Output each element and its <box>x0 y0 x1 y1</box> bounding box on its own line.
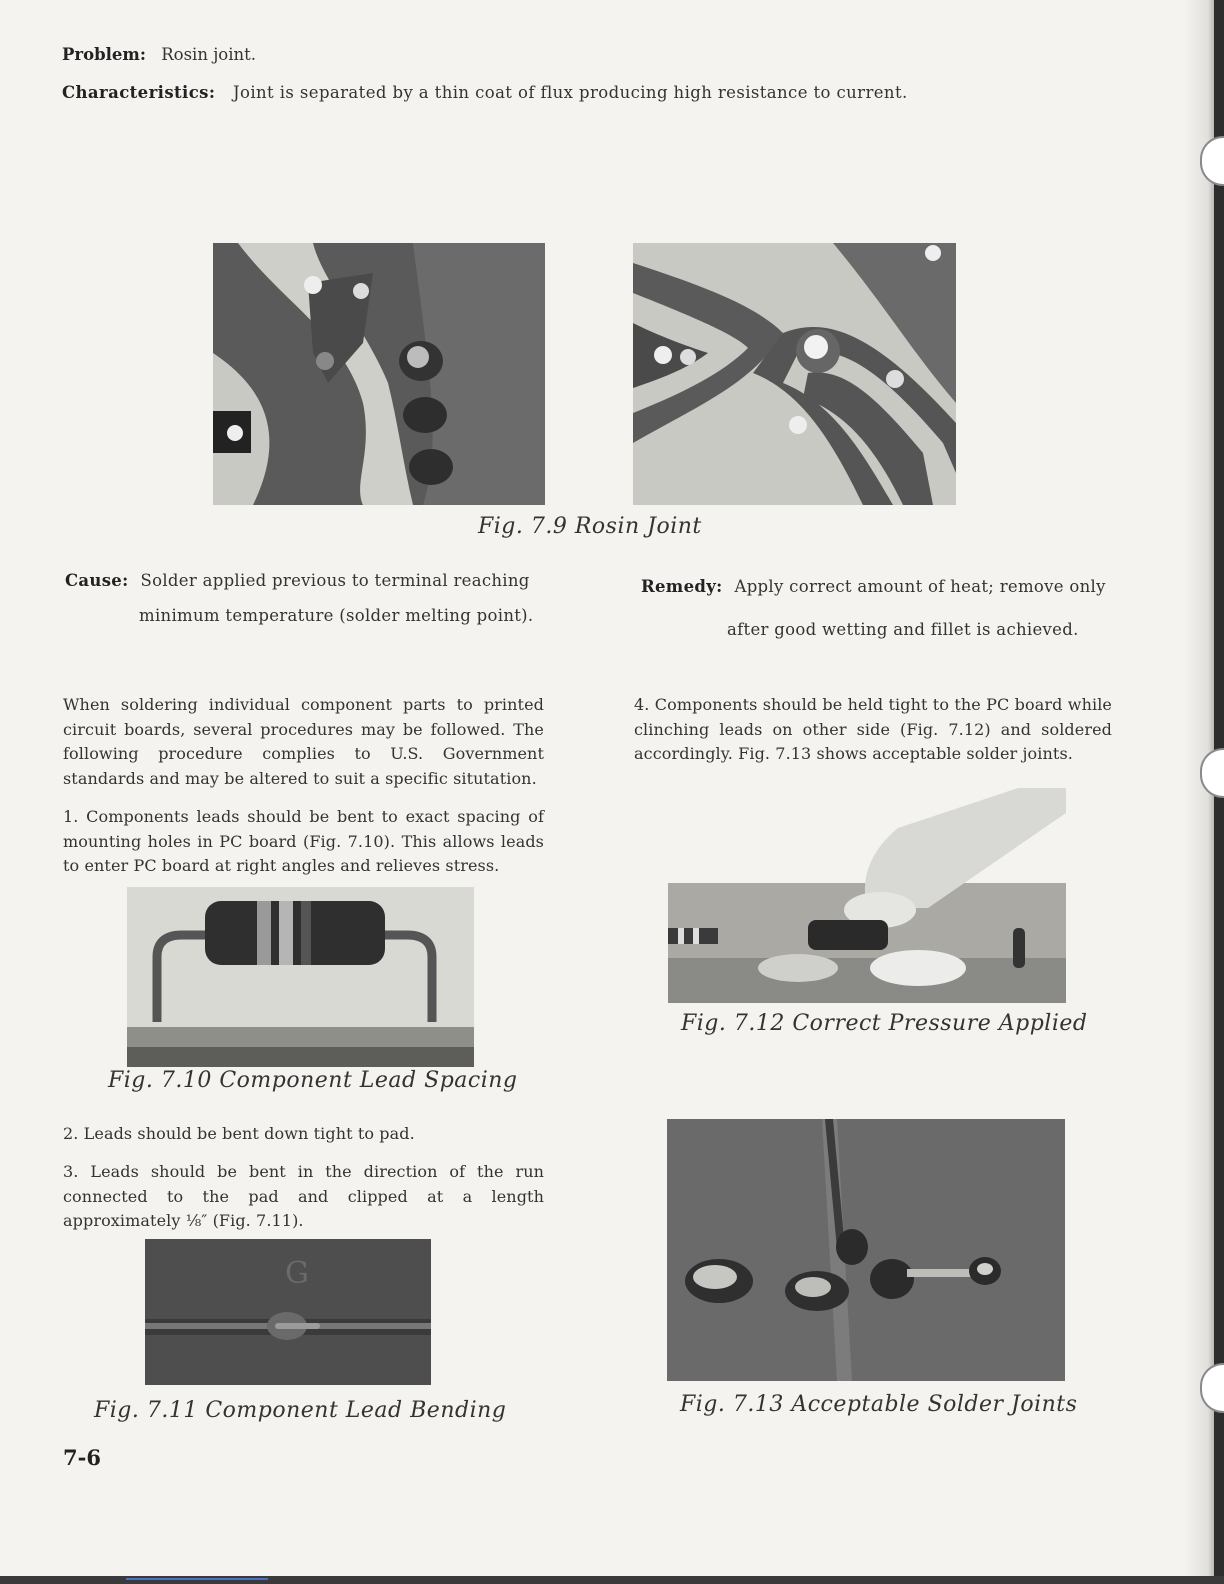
resistor-lead-spacing-image <box>127 887 474 1067</box>
remedy-block <box>641 574 1121 642</box>
step-4: 4. Components should be held tight to the PC board while clinching leads on other side (Fig. 7.12) and soldered accordingly. Fig. 7.13 shows acceptable solder joints. <box>634 695 1112 763</box>
problem-line <box>62 42 256 67</box>
page-number: 7-6 <box>63 1445 101 1470</box>
characteristics-line <box>62 80 908 105</box>
problem-text: Rosin joint. <box>161 45 257 64</box>
characteristics-text: Joint is separated by a thin coat of flux producing high resistance to current. <box>233 83 908 102</box>
remedy-line-1: Apply correct amount of heat; remove only <box>734 577 1106 596</box>
solder-joints-image <box>667 1119 1065 1381</box>
remedy-label: Remedy: <box>641 577 723 596</box>
fig-7-12-caption: Fig. 7.12 Correct Pressure Applied <box>681 1011 1088 1036</box>
remedy-line-2: after good wetting and fillet is achieved. <box>727 620 1079 639</box>
fig-7-12-photo <box>668 788 1066 1003</box>
step-3: 3. Leads should be bent in the direction of the run connected to the pad and clipped at a length approximately ⅛″ (Fig. 7.11). <box>63 1162 544 1230</box>
characteristics-label: Characteristics: <box>62 83 216 102</box>
cause-label: Cause: <box>65 571 129 590</box>
lead-bending-image <box>145 1239 431 1385</box>
fig-7-13-photo <box>667 1119 1065 1381</box>
scan-bottom-mark <box>126 1578 268 1580</box>
step-2: 2. Leads should be bent down tight to pad. <box>63 1124 415 1143</box>
fig-7-11-photo <box>145 1239 431 1385</box>
svg-text:G: G <box>285 1256 309 1291</box>
pcb-traces-right-image <box>633 243 956 505</box>
fig-7-11-caption: Fig. 7.11 Component Lead Bending <box>94 1398 507 1423</box>
cause-block <box>65 568 545 628</box>
pcb-traces-left-image <box>213 243 545 505</box>
rosin-joint-photo-right <box>633 243 956 505</box>
rosin-joint-photo-left <box>213 243 545 505</box>
problem-label: Problem: <box>62 45 146 64</box>
finger-pressure-image <box>668 788 1066 1003</box>
cause-line-1: Solder applied previous to terminal reaching <box>140 571 530 590</box>
fig-7-10-photo <box>127 887 474 1067</box>
fig-7-13-caption: Fig. 7.13 Acceptable Solder Joints <box>680 1392 1078 1417</box>
step-1: 1. Components leads should be bent to exact spacing of mounting holes in PC board (Fig. 7.10). This allows leads to enter PC board at right angles and relieves stress. <box>63 807 544 875</box>
intro-paragraph: When soldering individual component parts to printed circuit boards, several procedures may be followed. The following procedure complies to U.S. Government standards and may be altered to suit a specific situtation. <box>63 695 544 788</box>
cause-line-2: minimum temperature (solder melting point). <box>139 606 534 625</box>
fig-7-9-caption: Fig. 7.9 Rosin Joint <box>478 514 702 539</box>
fig-7-10-caption: Fig. 7.10 Component Lead Spacing <box>108 1068 518 1093</box>
